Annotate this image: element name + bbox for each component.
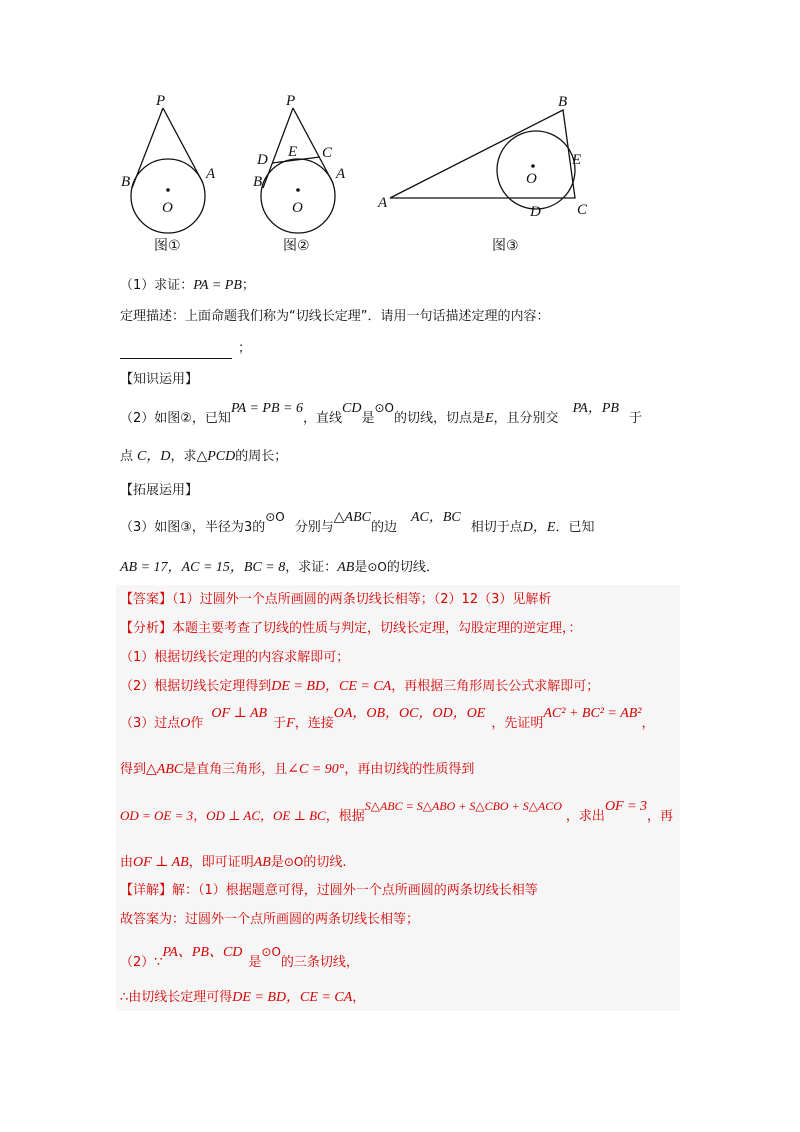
answer-text: （1）过圆外一个点所画圆的两条切线长相等；（2）12（3）见解析 — [172, 592, 552, 607]
analysis-p6: 由OF ⊥ AB，即可证明AB是⊙O的切线. — [120, 855, 347, 870]
q2-math-2: CD — [342, 401, 362, 416]
analysis-text: 本题主要考查了切线的性质与判定，切线长定理，勾股定理的逆定理，： — [172, 621, 582, 636]
theorem-end: ； — [238, 341, 252, 356]
q2-math-triangle: △PCD — [196, 449, 236, 464]
question-1 — [120, 276, 255, 296]
fig1-circle — [131, 159, 205, 233]
fig3-label-e: E — [572, 152, 582, 168]
analysis-tag: 【分析】 — [120, 621, 173, 636]
fig3-label-c: C — [577, 202, 588, 218]
section-extend — [120, 481, 198, 501]
figure-1 — [121, 93, 216, 254]
fig2-label-b: B — [253, 174, 263, 190]
analysis-p3: （3）过点O作OF ⊥ AB于F，连接OA，OB，OC，OD，OE，先证明AC² + BC² = AB²， — [120, 706, 655, 731]
detail-p2: （2）∵PA、PB、CD是⊙O的三条切线， — [120, 945, 359, 970]
figure-2 — [253, 93, 346, 254]
section-extend-title: 【拓展运用】 — [120, 483, 199, 498]
fig3-triangle — [390, 110, 575, 198]
analysis-p5: OD = OE = 3，OD ⊥ AC，OE ⊥ BC，根据S△ABC = S△ABO + S△CBO + S△ACO，求出OF = 3，再 — [120, 799, 674, 824]
q2-math-1: PA = PB = 6 — [230, 401, 303, 416]
analysis-line — [120, 619, 582, 639]
geometry-figures — [110, 90, 630, 265]
question-3-line2: AB = 17，AC = 15，BC = 8，求证：AB是⊙O的切线． — [120, 560, 439, 575]
fig3-caption: 图③ — [492, 238, 519, 254]
theorem-blank-line — [120, 339, 251, 359]
fig2-center-dot — [296, 188, 300, 192]
fig2-label-p: P — [286, 93, 296, 109]
fig2-caption: 图② — [283, 238, 310, 254]
figures-area — [110, 90, 630, 265]
fig2-label-d: D — [257, 152, 268, 168]
section-knowledge — [120, 370, 198, 390]
fig3-center-dot — [531, 164, 535, 168]
analysis-p2: （2）根据切线长定理得到DE = BD，CE = CA，再根据三角形周长公式求解即可； — [120, 679, 600, 694]
fig1-label-o: O — [162, 200, 173, 216]
q1-lead: （1）求证： — [120, 278, 194, 293]
section-knowledge-title: 【知识运用】 — [120, 372, 199, 387]
analysis-p4: 得到△ABC是直角三角形，且∠C = 90°，再由切线的性质得到 — [120, 762, 475, 777]
q2-math-5: PA，PB — [572, 401, 619, 416]
fig1-label-p: P — [156, 93, 166, 109]
question-2-line2: 点 C，D，求△PCD的周长； — [120, 449, 288, 464]
fig3-label-d: D — [530, 204, 541, 220]
theorem-description — [120, 307, 549, 327]
fig1-label-b: B — [121, 174, 131, 190]
fig1-caption: 图① — [154, 238, 181, 254]
fig1-tangent-pb — [132, 108, 163, 188]
q2-math-circle: ⊙O — [374, 401, 394, 415]
answer-tag: 【答案】 — [120, 592, 173, 607]
q1-end: ； — [241, 278, 255, 293]
detail-text: 解：（1）根据题意可得，过圆外一个点所画圆的两条切线长相等 — [172, 883, 538, 898]
detail-line — [120, 881, 538, 901]
answer-line — [120, 590, 551, 610]
theorem-text: 定理描述：上面命题我们称为“切线长定理”．请用一句话描述定理的内容： — [120, 309, 550, 324]
fig1-tangent-pa — [163, 108, 203, 183]
fig2-label-o: O — [292, 200, 303, 216]
fig3-circle — [497, 131, 575, 209]
fig2-label-a: A — [336, 166, 346, 182]
question-3-line1: （3）如图③，半径为3的⊙O分别与△ABC的边AC，BC相切于点D，E．已知 — [120, 510, 595, 535]
fig1-center-dot — [166, 188, 170, 192]
answer-blank[interactable] — [120, 344, 232, 359]
fig3-label-o: O — [526, 171, 537, 187]
question-2-line1: （2）如图②，已知PA = PB = 6，直线CD是⊙O的切线，切点是E，且分别交PA，PB于 — [120, 401, 642, 426]
fig2-label-e: E — [288, 144, 298, 160]
fig2-circle — [261, 159, 335, 233]
q1-math: PA = PB — [193, 278, 242, 293]
fig1-label-a: A — [206, 166, 216, 182]
fig2-label-c: C — [322, 145, 333, 161]
fig3-label-b: B — [558, 94, 568, 110]
detail-p3: ∴由切线长定理可得DE = BD，CE = CA， — [120, 990, 366, 1005]
figure-3 — [377, 94, 588, 254]
detail-tag: 【详解】 — [120, 883, 173, 898]
analysis-p1: （1）根据切线长定理的内容求解即可； — [120, 650, 350, 665]
detail-p1: 故答案为：过圆外一个点所画圆的两条切线长相等； — [120, 912, 420, 927]
fig3-label-a: A — [378, 195, 388, 211]
